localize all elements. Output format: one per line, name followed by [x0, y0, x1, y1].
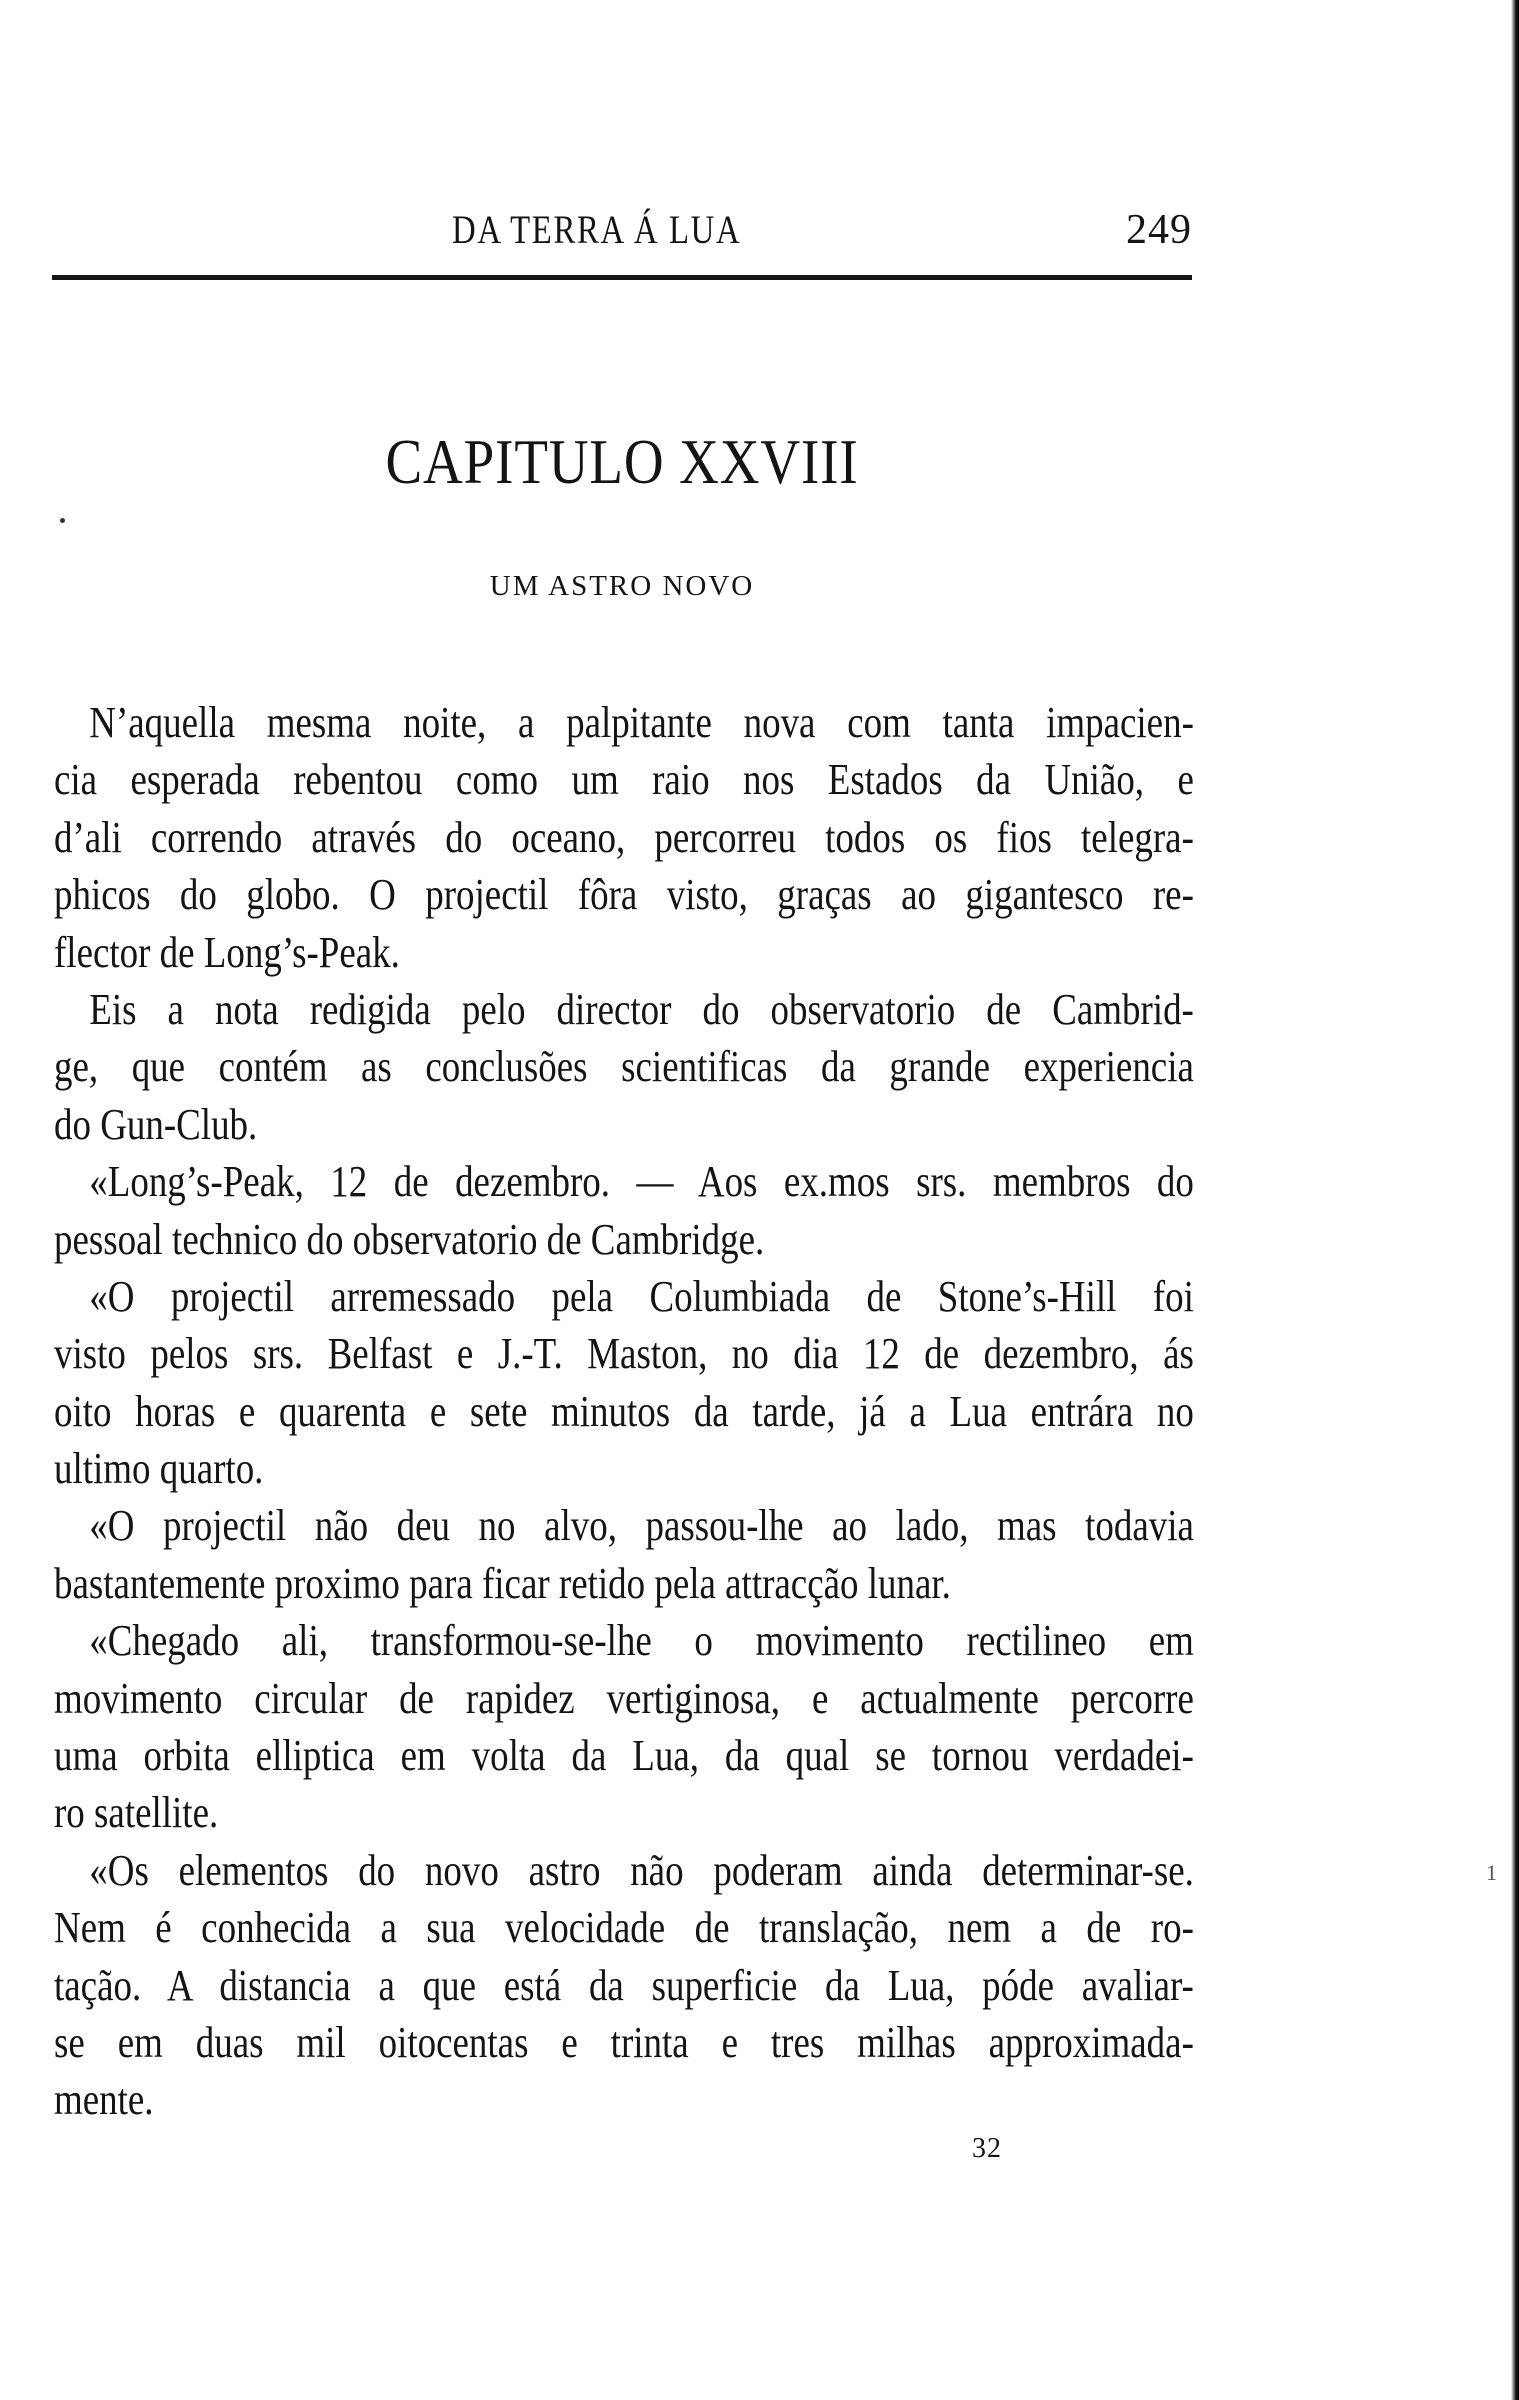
text-line: pessoal technico do observatorio de Cambridge.	[54, 1214, 765, 1264]
text-line: «Long’s-Peak, 12 de dezembro. — Aos ex.mos srs. membros do	[89, 1157, 1194, 1207]
text-line: Eis a nota redigida pelo director do observatorio de Cambrid-	[89, 984, 1194, 1034]
text-line: «O projectil não deu no alvo, passou-lhe ao lado, mas todavia	[89, 1501, 1194, 1551]
text-line: cia esperada rebentou como um raio nos Estados da União, e	[54, 755, 1194, 805]
text-line: ro satellite.	[54, 1788, 219, 1838]
text-line: «Chegado ali, transformou-se-lhe o movimento rectilineo em	[89, 1616, 1194, 1666]
paragraph	[54, 1497, 1194, 1612]
paragraph	[54, 1268, 1194, 1498]
text-line: se em duas mil oitocentas e trinta e tres milhas approximada-	[54, 2017, 1194, 2067]
paragraph	[54, 1153, 1194, 1268]
text-line: bastantemente proximo para ficar retido pela attracção lunar.	[54, 1558, 951, 1608]
paragraph	[54, 981, 1194, 1153]
text-line: tação. A distancia a que está da superficie da Lua, póde avaliar-	[54, 1960, 1194, 2010]
text-line: flector de Long’s-Peak.	[54, 927, 400, 977]
text-line: uma orbita elliptica em volta da Lua, da qual se tornou verdadei-	[54, 1731, 1194, 1781]
text-line: ge, que contém as conclusões scientificas da grande experiencia	[54, 1042, 1194, 1092]
text-line: movimento circular de rapidez vertiginosa, e actualmente percorre	[54, 1673, 1194, 1723]
header-rule	[52, 275, 1192, 280]
chapter-subtitle: UM ASTRO NOVO	[489, 570, 755, 602]
ink-speck	[60, 518, 65, 523]
text-line: mente.	[54, 2075, 154, 2125]
text-line: do Gun-Club.	[54, 1099, 258, 1149]
paragraph	[54, 1612, 1194, 1842]
text-line: ultimo quarto.	[54, 1444, 264, 1494]
paragraph	[54, 694, 1194, 981]
text-line: visto pelos srs. Belfast e J.-T. Maston, no dia 12 de dezembro, ás	[54, 1329, 1194, 1379]
text-line: Nem é conhecida a sua velocidade de translação, nem a de ro-	[54, 1903, 1194, 1953]
text-line: «O projectil arremessado pela Columbiada de Stone’s-Hill foi	[89, 1271, 1194, 1321]
body-text	[54, 694, 1194, 2129]
running-head	[52, 206, 1192, 266]
text-line: d’ali correndo através do oceano, percorreu todos os fios telegra-	[54, 812, 1194, 862]
signature-mark: 32	[972, 2133, 1002, 2164]
page-edge-shadow	[1511, 0, 1519, 2400]
paragraph	[54, 1842, 1194, 2129]
text-line: «Os elementos do novo astro não poderam ainda determinar-se.	[89, 1845, 1194, 1895]
text-line: phicos do globo. O projectil fôra visto, graças ao gigantesco re-	[54, 870, 1194, 920]
chapter-title: CAPITULO XXVIII	[385, 426, 859, 497]
text-line: N’aquella mesma noite, a palpitante nova com tanta impacien-	[89, 698, 1194, 747]
text-line: oito horas e quarenta e sete minutos da tarde, já a Lua entrára no	[54, 1386, 1194, 1436]
running-title: DA TERRA Á LUA	[452, 207, 742, 252]
margin-mark: 1	[1486, 1860, 1497, 1885]
page-number: 249	[1126, 207, 1192, 253]
